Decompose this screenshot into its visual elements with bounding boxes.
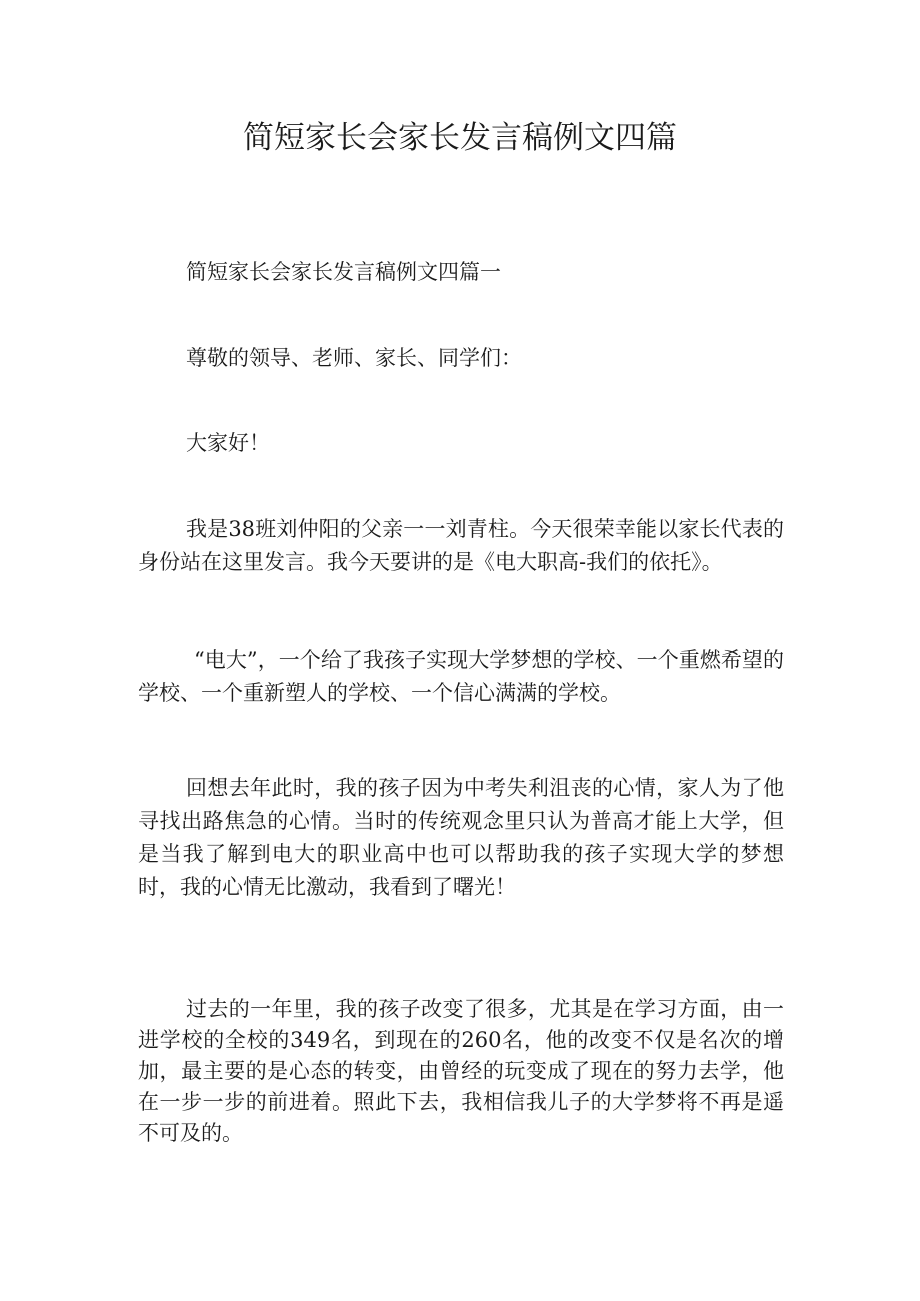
paragraph-4: 过去的一年里，我的孩子改变了很多，尤其是在学习方面，由一进学校的全校的349名，到现在的260名，他的改变不仅是名次的增加，最主要的是心态的转变，由曾经的玩变成了现在的努力去学，他在一步一步的前进着。照此下去，我相信我儿子的大学梦将不再是遥不可及的。	[138, 997, 784, 1145]
document-title: 简短家长会家长发言稿例文四篇	[243, 120, 677, 156]
salutation: 尊敬的领导、老师、家长、同学们：	[186, 346, 522, 370]
greeting: 大家好！	[186, 431, 270, 455]
paragraph-2: “电大”，一个给了我孩子实现大学梦想的学校、一个重燃希望的学校、一个重新塑人的学校、一个信心满满的学校。	[138, 648, 784, 705]
paragraph-1: 我是38班刘仲阳的父亲一一刘青柱。今天很荣幸能以家长代表的身份站在这里发言。我今天要讲的是《电大职高-我们的依托》。	[138, 517, 784, 574]
paragraph-3: 回想去年此时，我的孩子因为中考失利沮丧的心情，家人为了他寻找出路焦急的心情。当时的传统观念里只认为普高才能上大学，但是当我了解到电大的职业高中也可以帮助我的孩子实现大学的梦想时，我的心情无比激动，我看到了曙光！	[138, 776, 784, 899]
section-heading: 简短家长会家长发言稿例文四篇一	[186, 260, 501, 284]
